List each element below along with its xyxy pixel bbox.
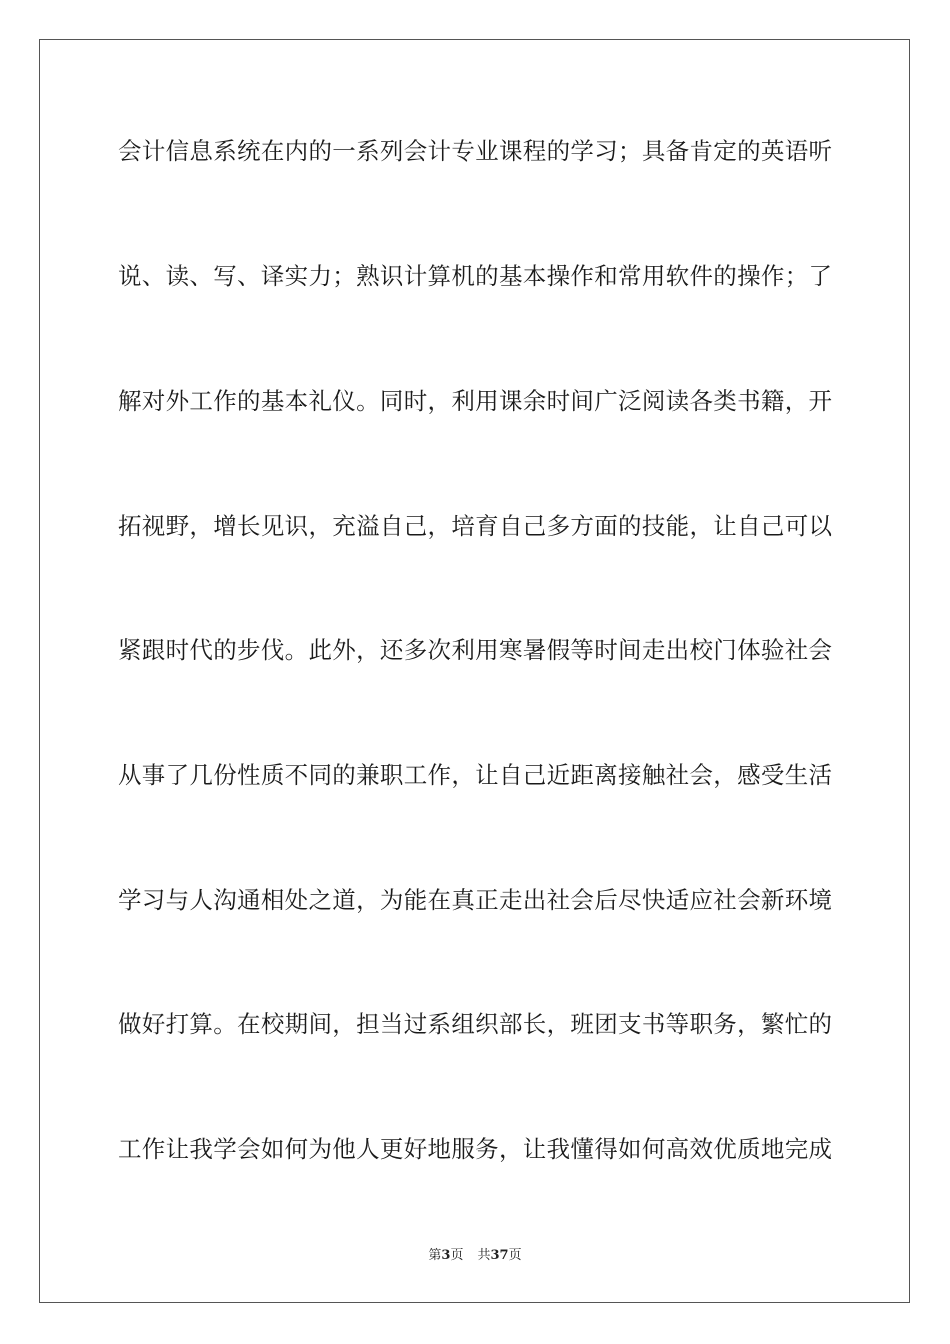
total-suffix: 页 <box>508 1248 522 1263</box>
body-text-line-3: 解对外工作的基本礼仪。同时，利用课余时间广泛阅读各类书籍，开 <box>118 387 832 415</box>
body-text-line-8: 做好打算。在校期间，担当过系组织部长，班团支书等职务，繁忙的 <box>118 1010 832 1038</box>
body-text-line-4: 拓视野，增长见识，充溢自己，培育自己多方面的技能，让自己可以 <box>118 512 832 540</box>
body-text-line-1: 会计信息系统在内的一系列会计专业课程的学习；具备肯定的英语听 <box>118 137 832 165</box>
page-footer <box>0 1246 950 1266</box>
page-number: 3 <box>441 1248 451 1263</box>
page-prefix: 第 <box>428 1248 442 1263</box>
body-text-line-2: 说、读、写、译实力；熟识计算机的基本操作和常用软件的操作；了 <box>118 262 832 290</box>
page-border <box>39 39 910 1303</box>
body-text-line-6: 从事了几份性质不同的兼职工作，让自己近距离接触社会，感受生活 <box>118 761 832 789</box>
total-pages: 37 <box>490 1248 509 1263</box>
body-text-line-5: 紧跟时代的步伐。此外，还多次利用寒暑假等时间走出校门体验社会 <box>118 636 832 664</box>
body-text-line-7: 学习与人沟通相处之道，为能在真正走出社会后尽快适应社会新环境 <box>118 886 832 914</box>
total-prefix: 共 <box>477 1248 491 1263</box>
page-suffix: 页 <box>450 1248 464 1263</box>
body-text-line-9: 工作让我学会如何为他人更好地服务，让我懂得如何高效优质地完成 <box>118 1135 832 1163</box>
